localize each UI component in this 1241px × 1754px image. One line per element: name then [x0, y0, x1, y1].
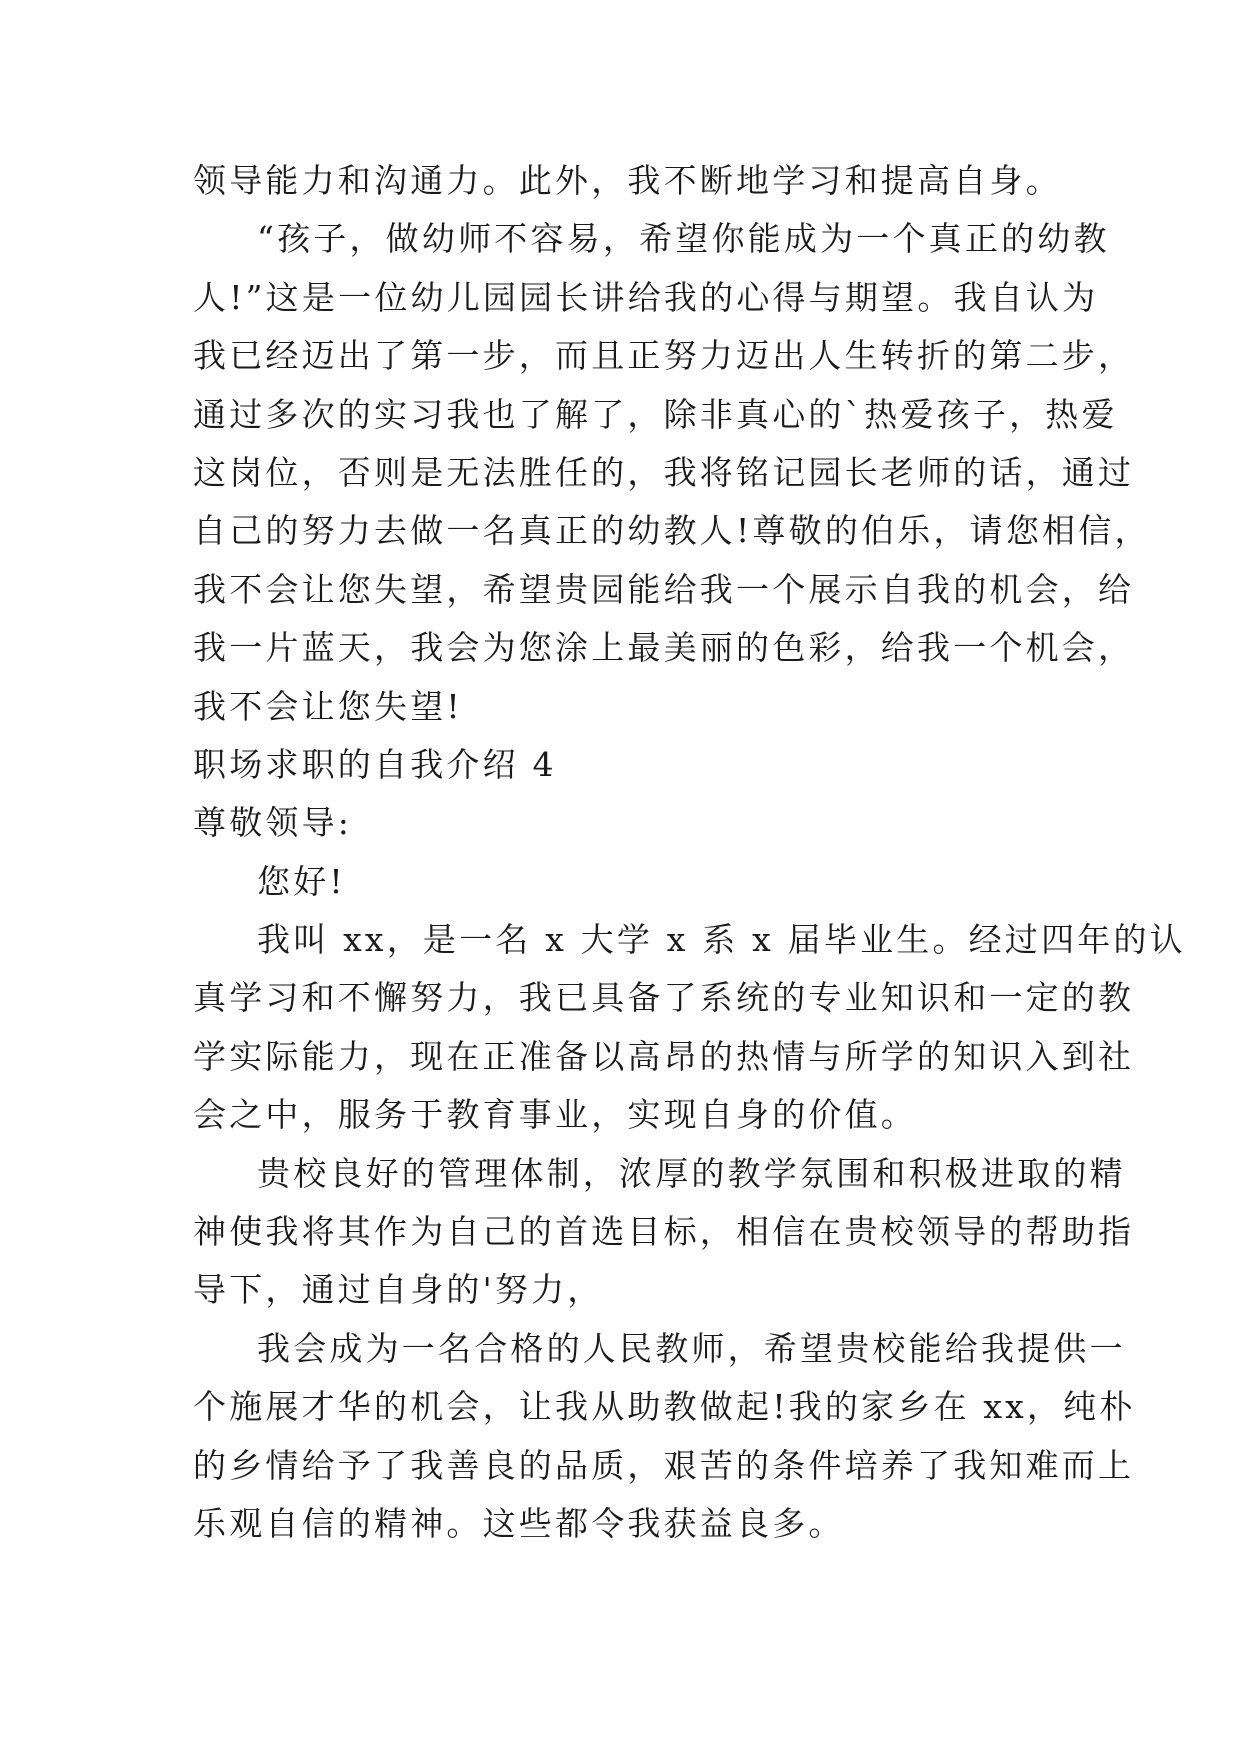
text-line: 真学习和不懈努力，我已具备了系统的专业知识和一定的教 [193, 978, 1135, 1018]
text-line: 这岗位，否则是无法胜任的，我将铭记园长老师的话，通过 [193, 452, 1135, 492]
text-line: 学实际能力，现在正准备以高昂的热情与所学的知识入到社 [193, 1036, 1135, 1076]
text-line: 人!”这是一位幼儿园园长讲给我的心得与期望。我自认为 [193, 277, 1099, 317]
salutation: 尊敬领导: [193, 803, 353, 843]
text-line: 领导能力和沟通力。此外，我不断地学习和提高自身。 [193, 161, 1062, 200]
greeting: 您好! [257, 861, 346, 901]
document-body [193, 152, 1186, 1553]
text-line: 乐观自信的精神。这些都令我获益良多。 [193, 1503, 845, 1543]
section-heading: 职场求职的自我介绍 4 [193, 744, 557, 784]
text-line: 个施展才华的机会，让我从助教做起!我的家乡在 xx，纯朴 [193, 1387, 1136, 1427]
text-line: 我不会让您失望，希望贵园能给我一个展示自我的机会，给 [193, 569, 1135, 609]
text-line: 自己的努力去做一名真正的幼教人!尊敬的伯乐，请您相信， [193, 511, 1151, 551]
text-line: 我不会让您失望! [193, 686, 463, 726]
text-line: 我叫 xx，是一名 x 大学 x 系 x 届毕业生。经过四年的认 [257, 920, 1186, 960]
text-line: 我一片蓝天，我会为您涂上最美丽的色彩，给我一个机会， [193, 628, 1135, 668]
text-line: 我会成为一名合格的人民教师，希望贵校能给我提供一 [257, 1328, 1126, 1368]
text-line: 的乡情给予了我善良的品质，艰苦的条件培养了我知难而上 [193, 1445, 1135, 1485]
text-line: 导下，通过自身的'努力， [193, 1270, 604, 1310]
text-line: “孩子，做幼师不容易，希望你能成为一个真正的幼教 [257, 219, 1110, 259]
text-line: 通过多次的实习我也了解了，除非真心的`热爱孩子，热爱 [193, 394, 1118, 434]
text-line: 神使我将其作为自己的首选目标，相信在贵校领导的帮助指 [193, 1212, 1135, 1252]
text-line: 贵校良好的管理体制，浓厚的教学氛围和积极进取的精 [257, 1153, 1126, 1193]
text-line: 会之中，服务于教育事业，实现自身的价值。 [193, 1095, 917, 1135]
text-line: 我已经迈出了第一步，而且正努力迈出人生转折的第二步， [193, 336, 1135, 376]
